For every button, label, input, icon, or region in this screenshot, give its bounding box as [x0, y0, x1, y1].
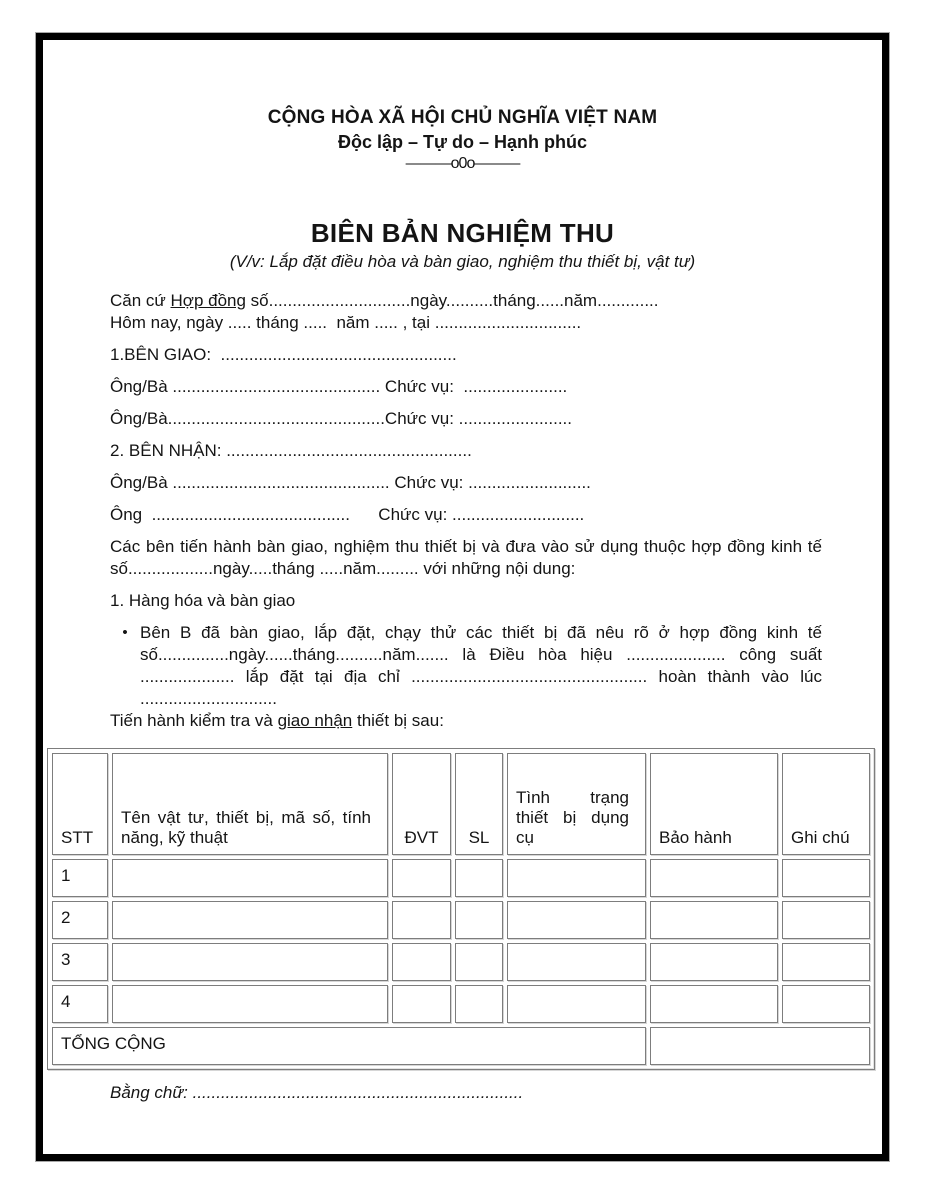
can-cu-pre: Căn cứ: [110, 291, 171, 310]
line-ben-nhan-heading: 2. BÊN NHẬN: ....................................................: [110, 441, 472, 460]
total-value-cell: [650, 1027, 870, 1065]
status-cell: [507, 985, 646, 1023]
column-header-note: Ghi chú: [782, 753, 870, 855]
section-heading-hang-hoa: 1. Hàng hóa và bàn giao: [110, 591, 296, 610]
dvt-cell: [392, 859, 451, 897]
line-ben-giao-person-2: Ông/Bà..............................................Chức vụ: ........................: [110, 409, 573, 428]
line-tien-hanh: [110, 710, 822, 732]
status-cell: [507, 859, 646, 897]
column-header-dvt: ĐVT: [392, 753, 451, 855]
national-title: CỘNG HÒA XÃ HỘI CHỦ NGHĨA VIỆT NAM: [267, 107, 658, 128]
document-body: [43, 290, 882, 732]
name-cell: [112, 901, 388, 939]
title-block: [43, 218, 882, 273]
name-cell: [112, 943, 388, 981]
dvt-cell: [392, 943, 451, 981]
table-header-row: [52, 753, 870, 855]
dvt-cell: [392, 985, 451, 1023]
note-cell: [782, 859, 870, 897]
national-motto: Độc lập – Tự do – Hạnh phúc: [337, 132, 588, 152]
note-cell: [782, 985, 870, 1023]
sl-cell: [455, 985, 503, 1023]
line-ben-giao-heading: 1.BÊN GIAO: ..................................................: [110, 345, 457, 364]
can-cu-post: số..............................ngày..........tháng......năm.............: [245, 291, 659, 310]
sl-cell: [455, 901, 503, 939]
stt-cell: 3: [52, 943, 108, 981]
equipment-table: [47, 748, 875, 1070]
dvt-cell: [392, 901, 451, 939]
table-row-3: [52, 943, 870, 981]
stt-cell: 4: [52, 985, 108, 1023]
column-header-name: Tên vật tư, thiết bị, mã số, tính năng, kỹ thuật: [112, 753, 388, 855]
table-row-1: [52, 859, 870, 897]
can-cu-underlined: Hợp đồng: [170, 291, 246, 310]
document-subtitle: (V/v: Lắp đặt điều hòa và bàn giao, nghiệm thu thiết bị, vật tư): [229, 252, 696, 271]
stt-cell: 1: [52, 859, 108, 897]
status-cell: [507, 943, 646, 981]
column-header-warranty: Bảo hành: [650, 753, 778, 855]
warranty-cell: [650, 859, 778, 897]
tien-hanh-underlined: giao nhận: [277, 711, 353, 730]
line-ben-nhan-person-2: Ông .......................................... Chức vụ: ............................: [110, 505, 585, 524]
line-can-cu: [110, 290, 822, 312]
warranty-cell: [650, 901, 778, 939]
line-ben-nhan-person-1: Ông/Bà .............................................. Chức vụ: ..........................: [110, 473, 591, 492]
column-header-status: Tình trạng thiết bị dụng cụ: [507, 753, 646, 855]
sl-cell: [455, 943, 503, 981]
bullet-item: [110, 622, 822, 710]
amount-in-words: Bằng chữ: ......................................................................: [110, 1083, 524, 1102]
table-row-2: [52, 901, 870, 939]
name-cell: [112, 859, 388, 897]
warranty-cell: [650, 985, 778, 1023]
tien-hanh-pre: Tiến hành kiểm tra và: [110, 711, 278, 730]
note-cell: [782, 901, 870, 939]
column-header-sl: SL: [455, 753, 503, 855]
total-label: TỔNG CỘNG: [52, 1027, 646, 1065]
name-cell: [112, 985, 388, 1023]
document-page-frame: [36, 33, 889, 1161]
paragraph-agreement: Các bên tiến hành bàn giao, nghiệm thu thiết bị và đưa vào sử dụng thuộc hợp đồng kinh tế số..................ngày.....tháng .....năm......... với những nội dung:: [110, 537, 822, 578]
column-header-stt: STT: [52, 753, 108, 855]
tien-hanh-post: thiết bị sau:: [352, 711, 444, 730]
stt-cell: 2: [52, 901, 108, 939]
bullet-text: Bên B đã bàn giao, lắp đặt, chạy thử các thiết bị đã nêu rõ ở hợp đồng kinh tế số...............ngày......tháng..........năm....... là Điều hòa hiệu ..................... công suất .................... lắp đặt tại địa chỉ .................................................. hoàn thành vào lúc .............................: [140, 623, 822, 708]
warranty-cell: [650, 943, 778, 981]
table-row-4: [52, 985, 870, 1023]
header-divider: ———o0o———: [405, 155, 520, 172]
line-ben-giao-person-1: Ông/Bà ............................................ Chức vụ: ......................: [110, 377, 568, 396]
note-cell: [782, 943, 870, 981]
document-title: BIÊN BẢN NGHIỆM THU: [310, 218, 615, 248]
sl-cell: [455, 859, 503, 897]
bullet-icon: •: [122, 624, 128, 641]
status-cell: [507, 901, 646, 939]
table-total-row: [52, 1027, 870, 1065]
document-header: [43, 106, 882, 174]
line-hom-nay: Hôm nay, ngày ..... tháng ..... năm ..... , tại ...............................: [110, 313, 582, 332]
